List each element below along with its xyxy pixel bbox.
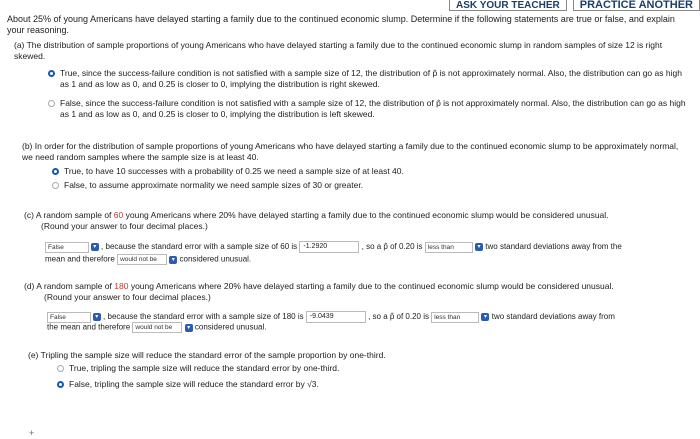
- part-c-t1: , because the standard error with a sample size of 60 is: [101, 242, 298, 252]
- plus-icon: +: [29, 428, 35, 438]
- chevron-down-icon[interactable]: ▾: [481, 313, 489, 321]
- part-b-option-2[interactable]: [52, 180, 672, 191]
- part-b-option-1-text: True, to have 10 successes with a probability of 0.25 we need a sample size of at least 40.: [64, 166, 404, 176]
- chevron-down-icon[interactable]: ▾: [169, 256, 177, 264]
- part-d-text-pre: A random sample of: [36, 281, 115, 291]
- part-c-answer-line-2: [45, 254, 251, 265]
- part-d-t1: , because the standard error with a sample size of 180 is: [103, 312, 304, 322]
- part-c-t4: mean and therefore: [45, 254, 115, 264]
- part-c-t3: two standard deviations away from the: [485, 242, 622, 252]
- part-e-label: (e): [28, 350, 39, 360]
- radio-selected[interactable]: [57, 381, 64, 388]
- chevron-down-icon[interactable]: ▾: [475, 243, 483, 251]
- part-e-option-1-text: True, tripling the sample size will reduce the standard error by one-third.: [69, 363, 340, 373]
- part-e-option-1[interactable]: [57, 363, 657, 374]
- part-c-note: (Round your answer to four decimal places.): [41, 220, 208, 231]
- part-a-option-2[interactable]: [48, 98, 688, 119]
- chevron-down-icon[interactable]: ▾: [93, 313, 101, 321]
- part-d-truefalse-dropdown[interactable]: [47, 312, 91, 323]
- part-d-t3: two standard deviations away from: [491, 312, 615, 322]
- part-e-option-2-text: False, tripling the sample size will reduce the standard error by √3.: [69, 379, 319, 389]
- part-d-note: (Round your answer to four decimal places.): [44, 291, 211, 302]
- part-a-question: [14, 40, 690, 61]
- part-c-t2: , so a p̂ of 0.20 is: [361, 242, 423, 252]
- part-c-t5: considered unusual.: [179, 254, 252, 264]
- part-a-option-1[interactable]: [48, 68, 688, 89]
- part-b-option-2-text: False, to assume approximate normality we need sample sizes of 30 or greater.: [64, 180, 364, 190]
- part-c-label: (c): [24, 210, 34, 220]
- ask-teacher-button[interactable]: ASK YOUR TEACHER: [449, 0, 567, 11]
- part-d-t2: , so a p̂ of 0.20 is: [368, 312, 430, 322]
- part-c-unusual-dropdown[interactable]: would not be: [117, 254, 167, 265]
- part-e-question: [28, 350, 668, 361]
- part-c-question: [24, 210, 688, 231]
- practice-another-button[interactable]: PRACTICE ANOTHER: [573, 0, 700, 11]
- radio-selected[interactable]: [48, 70, 55, 77]
- radio-unselected[interactable]: [57, 365, 64, 372]
- part-c-text-post: young Americans where 20% have delayed starting a family due to the continued economic slump would be considered unusual.: [123, 210, 609, 220]
- part-d-question: [24, 281, 688, 302]
- part-d-t4: the mean and therefore: [47, 322, 131, 332]
- part-d-label: (d): [24, 281, 35, 291]
- part-d-se-input[interactable]: -9.0439: [306, 311, 366, 323]
- part-c-answer-line-1: [45, 241, 622, 253]
- radio-unselected[interactable]: [52, 182, 59, 189]
- radio-unselected[interactable]: [48, 100, 55, 107]
- part-e-text: Tripling the sample size will reduce the standard error of the sample proportion by one-third.: [40, 350, 386, 360]
- part-a-text: The distribution of sample proportions of young Americans who have delayed starting a family due to the continued economic slump in random samples of size 12 is right skewed.: [14, 40, 663, 61]
- part-b-label: (b): [22, 141, 33, 151]
- dropdown-value: False: [50, 313, 66, 321]
- part-c-truefalse-dropdown[interactable]: [45, 242, 89, 253]
- toolbar: [443, 0, 700, 11]
- part-a-option-2-text: False, since the success-failure condition is not satisfied with a sample size of 12, the distribution of p̂ is not approximately normal. Also, the distribution can go as high as 1 and as low as 0, and 0.25 is closer to 0, implying the distribution is left skewed.: [60, 98, 686, 119]
- part-d-unusual-dropdown[interactable]: would not be: [132, 322, 182, 333]
- part-b-option-1[interactable]: [52, 166, 672, 177]
- part-c-n: 60: [113, 210, 124, 220]
- part-d-t5: considered unusual.: [194, 322, 267, 332]
- part-a-label: (a): [14, 40, 25, 50]
- part-a-option-1-text: True, since the success-failure condition is not satisfied with a sample size of 12, the distribution of p̂ is not approximately normal. Also, the distribution can go as high as 1 and as low as 0, and 0.25 is closer to 0, implying the distribution is right skewed.: [60, 68, 682, 89]
- part-d-text-post: young Americans where 20% have delayed starting a family due to the continued economic slump would be considered unusual.: [128, 281, 614, 291]
- chevron-down-icon[interactable]: ▾: [185, 324, 193, 332]
- part-b-question: [22, 141, 686, 162]
- part-c-se-input[interactable]: -1.2920: [299, 241, 359, 253]
- dropdown-value: False: [48, 243, 64, 251]
- part-d-n: 180: [114, 281, 129, 291]
- part-c-comparison-dropdown[interactable]: less than: [425, 242, 473, 253]
- problem-intro: About 25% of young Americans have delayed starting a family due to the continued economic slump. Determine if the following statements are true or false, and explain your reasoning.: [7, 14, 675, 35]
- part-b-text: In order for the distribution of sample proportions of young Americans who have delayed starting a family due to the continued economic slump to be approximately normal, we need random samples where the sample size is at least 40.: [22, 141, 679, 162]
- chevron-down-icon[interactable]: ▾: [91, 243, 99, 251]
- part-d-answer-line-2: [47, 322, 266, 333]
- part-d-comparison-dropdown[interactable]: less than: [431, 312, 479, 323]
- radio-selected[interactable]: [52, 168, 59, 175]
- part-e-option-2[interactable]: [57, 379, 657, 390]
- part-c-text-pre: A random sample of: [35, 210, 114, 220]
